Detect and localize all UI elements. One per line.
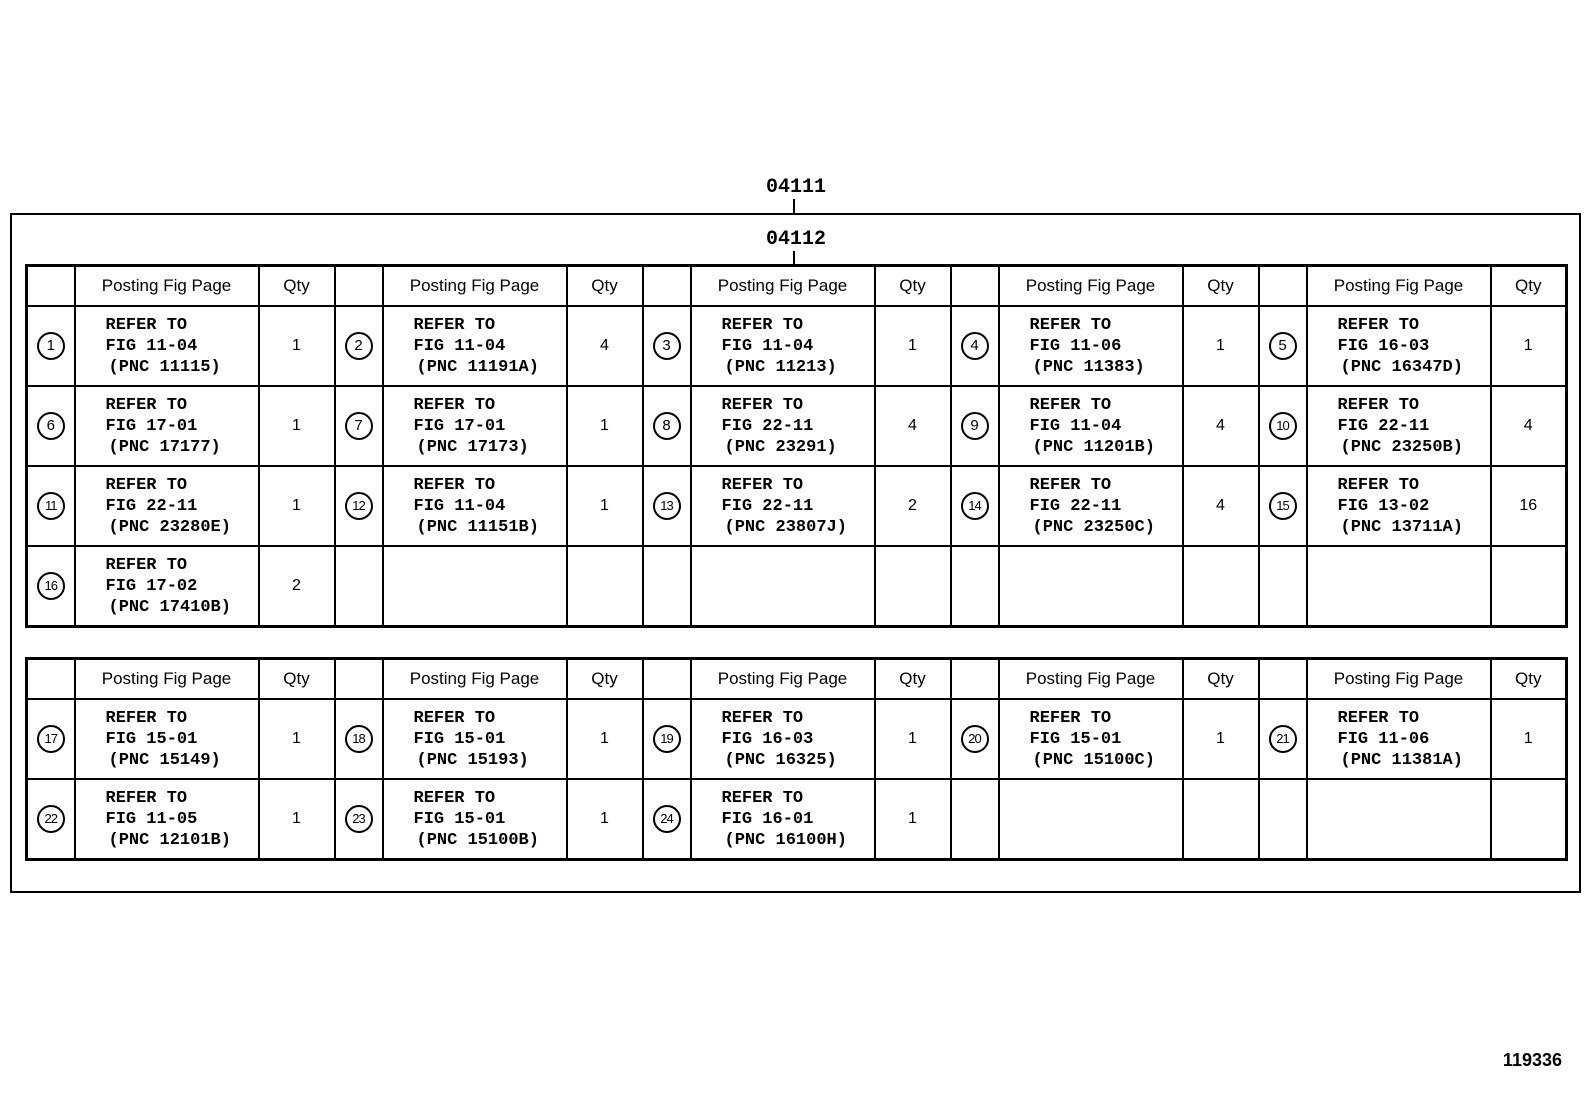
reference-line-l3: (PNC 16100H) — [724, 830, 847, 850]
item-number-circle: 16 — [37, 572, 65, 600]
reference-line-l3: (PNC 17410B) — [108, 597, 231, 617]
qty-value: 2 — [908, 497, 917, 514]
item-number-circle: 22 — [37, 805, 65, 833]
header-posting-fig-page: Posting Fig Page — [999, 659, 1183, 700]
qty-cell — [875, 546, 951, 627]
qty-value: 1 — [908, 810, 917, 827]
reference-line-l2: FIG 11-06 — [1029, 336, 1122, 356]
qty-value: 1 — [292, 730, 301, 747]
item-number-cell — [335, 306, 383, 386]
reference-cell — [75, 779, 259, 860]
reference-line-l1: REFER TO — [1029, 395, 1112, 415]
header-posting-fig-page: Posting Fig Page — [691, 659, 875, 700]
reference-cell — [1307, 306, 1491, 386]
item-number-circle: 18 — [345, 725, 373, 753]
qty-cell — [567, 699, 643, 779]
reference-line-l3: (PNC 15149) — [108, 750, 221, 770]
reference-line-l3: (PNC 15100B) — [416, 830, 539, 850]
header-posting-fig-page: Posting Fig Page — [75, 659, 259, 700]
header-posting-fig-page: Posting Fig Page — [75, 266, 259, 307]
reference-line-l1: REFER TO — [413, 395, 496, 415]
header-qty: Qty — [1183, 659, 1259, 700]
item-number-cell — [27, 306, 75, 386]
header-qty: Qty — [259, 266, 335, 307]
qty-value: 1 — [1523, 730, 1533, 747]
reference-line-l3: (PNC 23807J) — [724, 517, 847, 537]
qty-cell — [1491, 306, 1567, 386]
item-number-cell — [951, 466, 999, 546]
reference-line-l3: (PNC 23250C) — [1032, 517, 1155, 537]
qty-value: 1 — [600, 730, 609, 747]
qty-value: 1 — [600, 497, 609, 514]
reference-cell — [75, 466, 259, 546]
header-qty: Qty — [567, 659, 643, 700]
qty-value: 1 — [1216, 337, 1225, 354]
reference-line-l1: REFER TO — [413, 315, 496, 335]
qty-value: 1 — [908, 730, 917, 747]
item-number-cell — [951, 546, 999, 627]
reference-cell — [1307, 386, 1491, 466]
qty-value: 4 — [908, 417, 917, 434]
reference-cell — [999, 386, 1183, 466]
reference-line-l2: FIG 11-05 — [105, 809, 198, 829]
reference-line-l3: (PNC 16347D) — [1340, 357, 1463, 377]
reference-cell — [75, 306, 259, 386]
item-number-circle: 11 — [37, 492, 65, 520]
item-number-cell — [27, 546, 75, 627]
item-number-circle: 6 — [37, 412, 65, 440]
reference-line-l3: (PNC 23291) — [724, 437, 837, 457]
reference-line-l2: FIG 22-11 — [1337, 416, 1430, 436]
reference-cell — [383, 306, 567, 386]
item-number-circle: 15 — [1269, 492, 1297, 520]
reference-cell — [999, 546, 1183, 627]
reference-line-l2: FIG 22-11 — [721, 416, 814, 436]
item-number-cell — [643, 466, 691, 546]
reference-line-l3: (PNC 15193) — [416, 750, 529, 770]
item-number-cell — [951, 779, 999, 860]
reference-line-l2: FIG 11-04 — [413, 496, 506, 516]
reference-line-l3: (PNC 11191A) — [416, 357, 539, 377]
reference-line-l3: (PNC 11381A) — [1340, 750, 1463, 770]
reference-cell — [1307, 779, 1491, 860]
qty-value: 1 — [292, 337, 301, 354]
reference-cell — [75, 546, 259, 627]
header-num-cell — [1259, 266, 1307, 307]
qty-value: 2 — [292, 577, 301, 594]
reference-line-l2: FIG 22-11 — [1029, 496, 1122, 516]
header-posting-fig-page: Posting Fig Page — [383, 659, 567, 700]
item-number-cell — [335, 466, 383, 546]
reference-cell — [383, 546, 567, 627]
reference-line-l1: REFER TO — [721, 395, 804, 415]
item-number-cell — [951, 699, 999, 779]
reference-line-l1: REFER TO — [721, 315, 804, 335]
qty-cell — [1183, 306, 1259, 386]
reference-cell — [999, 466, 1183, 546]
reference-line-l2: FIG 11-04 — [1029, 416, 1122, 436]
item-number-cell — [1259, 779, 1307, 860]
reference-line-l3: (PNC 11213) — [724, 357, 837, 377]
reference-line-l3: (PNC 17177) — [108, 437, 221, 457]
reference-line-l3: (PNC 11201B) — [1032, 437, 1155, 457]
header-posting-fig-page: Posting Fig Page — [383, 266, 567, 307]
reference-cell — [1307, 546, 1491, 627]
qty-cell — [259, 306, 335, 386]
reference-line-l1: REFER TO — [413, 788, 496, 808]
reference-line-l2: FIG 15-01 — [1029, 729, 1122, 749]
table-row — [27, 779, 1567, 860]
qty-value: 4 — [1523, 417, 1533, 434]
header-qty: Qty — [875, 266, 951, 307]
item-number-cell — [1259, 699, 1307, 779]
qty-cell — [875, 386, 951, 466]
reference-cell — [999, 699, 1183, 779]
qty-cell — [1491, 779, 1567, 860]
qty-cell — [259, 546, 335, 627]
reference-line-l2: FIG 11-04 — [721, 336, 814, 356]
parts-table-1 — [25, 264, 1568, 628]
header-num-cell — [951, 266, 999, 307]
reference-cell — [383, 386, 567, 466]
reference-cell — [383, 779, 567, 860]
item-number-circle: 14 — [961, 492, 989, 520]
header-qty: Qty — [1491, 659, 1567, 700]
reference-line-l2: FIG 15-01 — [413, 809, 506, 829]
item-number-circle: 19 — [653, 725, 681, 753]
reference-line-l1: REFER TO — [721, 708, 804, 728]
reference-line-l2: FIG 13-02 — [1337, 496, 1430, 516]
reference-line-l1: REFER TO — [1337, 315, 1420, 335]
catalog-number: 119336 — [1502, 1050, 1562, 1070]
reference-line-l1: REFER TO — [105, 475, 188, 495]
item-number-circle: 8 — [653, 412, 681, 440]
reference-cell — [999, 779, 1183, 860]
item-number-circle: 21 — [1269, 725, 1297, 753]
reference-line-l1: REFER TO — [105, 395, 188, 415]
reference-line-l2: FIG 11-04 — [413, 336, 506, 356]
reference-cell — [999, 306, 1183, 386]
header-qty: Qty — [1183, 266, 1259, 307]
reference-line-l3: (PNC 17173) — [416, 437, 529, 457]
reference-line-l2: FIG 17-01 — [105, 416, 198, 436]
reference-line-l2: FIG 11-04 — [105, 336, 198, 356]
reference-cell — [1307, 466, 1491, 546]
qty-cell — [567, 546, 643, 627]
item-number-cell — [1259, 466, 1307, 546]
qty-value: 1 — [1216, 730, 1225, 747]
qty-cell — [1491, 546, 1567, 627]
qty-cell — [1183, 699, 1259, 779]
item-number-cell — [335, 699, 383, 779]
header-num-cell — [335, 659, 383, 700]
item-number-cell — [27, 699, 75, 779]
qty-value: 1 — [292, 497, 301, 514]
item-number-circle: 7 — [345, 412, 373, 440]
item-number-cell — [643, 699, 691, 779]
qty-cell — [875, 306, 951, 386]
header-num-cell — [643, 659, 691, 700]
item-number-cell — [335, 779, 383, 860]
reference-line-l2: FIG 11-06 — [1337, 729, 1430, 749]
table-row — [27, 546, 1567, 627]
reference-cell — [383, 466, 567, 546]
item-number-circle: 3 — [653, 332, 681, 360]
reference-line-l3: (PNC 13711A) — [1340, 517, 1463, 537]
header-num-cell — [27, 659, 75, 700]
item-number-cell — [951, 386, 999, 466]
item-number-circle: 4 — [961, 332, 989, 360]
qty-cell — [259, 699, 335, 779]
reference-line-l3: (PNC 12101B) — [108, 830, 231, 850]
item-number-cell — [1259, 306, 1307, 386]
reference-line-l1: REFER TO — [721, 788, 804, 808]
reference-line-l1: REFER TO — [1029, 475, 1112, 495]
header-posting-fig-page: Posting Fig Page — [1307, 659, 1491, 700]
table-row — [27, 699, 1567, 779]
qty-cell — [875, 466, 951, 546]
qty-value: 4 — [600, 337, 609, 354]
reference-line-l1: REFER TO — [1337, 395, 1420, 415]
item-number-circle: 2 — [345, 332, 373, 360]
qty-cell — [1183, 386, 1259, 466]
item-number-circle: 10 — [1269, 412, 1297, 440]
reference-line-l3: (PNC 23250B) — [1340, 437, 1463, 457]
item-number-circle: 9 — [961, 412, 989, 440]
item-number-cell — [643, 306, 691, 386]
qty-cell — [567, 386, 643, 466]
reference-line-l3: (PNC 15100C) — [1032, 750, 1155, 770]
kit-label-outer-leader — [793, 199, 795, 213]
header-posting-fig-page: Posting Fig Page — [1307, 266, 1491, 307]
reference-line-l2: FIG 15-01 — [413, 729, 506, 749]
table-row — [27, 306, 1567, 386]
reference-line-l1: REFER TO — [105, 315, 188, 335]
item-number-circle: 17 — [37, 725, 65, 753]
reference-line-l2: FIG 16-03 — [721, 729, 814, 749]
reference-line-l3: (PNC 23280E) — [108, 517, 231, 537]
item-number-cell — [643, 386, 691, 466]
header-qty: Qty — [259, 659, 335, 700]
header-qty: Qty — [875, 659, 951, 700]
item-number-circle: 1 — [37, 332, 65, 360]
reference-line-l2: FIG 16-01 — [721, 809, 814, 829]
reference-line-l3: (PNC 11151B) — [416, 517, 539, 537]
header-posting-fig-page: Posting Fig Page — [999, 266, 1183, 307]
qty-value: 1 — [292, 810, 301, 827]
reference-line-l1: REFER TO — [413, 475, 496, 495]
reference-cell — [691, 546, 875, 627]
qty-cell — [875, 779, 951, 860]
reference-cell — [691, 779, 875, 860]
reference-line-l1: REFER TO — [1029, 708, 1112, 728]
item-number-circle: 24 — [653, 805, 681, 833]
qty-value: 4 — [1216, 497, 1225, 514]
header-num-cell — [951, 659, 999, 700]
qty-cell — [1183, 779, 1259, 860]
item-number-cell — [335, 386, 383, 466]
reference-line-l3: (PNC 11383) — [1032, 357, 1145, 377]
item-number-circle: 23 — [345, 805, 373, 833]
header-qty: Qty — [567, 266, 643, 307]
kit-label-outer: 04111 — [766, 176, 827, 199]
item-number-cell — [643, 546, 691, 627]
table-header-row — [27, 659, 1567, 700]
reference-cell — [75, 699, 259, 779]
qty-cell — [1491, 466, 1567, 546]
item-number-cell — [643, 779, 691, 860]
reference-cell — [691, 306, 875, 386]
reference-line-l3: (PNC 16325) — [724, 750, 837, 770]
qty-cell — [875, 699, 951, 779]
reference-line-l2: FIG 22-11 — [721, 496, 814, 516]
item-number-cell — [1259, 546, 1307, 627]
qty-cell — [1183, 546, 1259, 627]
reference-line-l2: FIG 15-01 — [105, 729, 198, 749]
reference-cell — [691, 466, 875, 546]
qty-cell — [259, 779, 335, 860]
reference-line-l3: (PNC 11115) — [108, 357, 221, 377]
reference-cell — [1307, 699, 1491, 779]
qty-value: 4 — [1216, 417, 1225, 434]
header-num-cell — [643, 266, 691, 307]
item-number-circle: 5 — [1269, 332, 1297, 360]
reference-cell — [691, 699, 875, 779]
reference-line-l2: FIG 17-01 — [413, 416, 506, 436]
reference-cell — [383, 699, 567, 779]
table-row — [27, 386, 1567, 466]
qty-value: 1 — [1523, 337, 1533, 354]
reference-line-l1: REFER TO — [1337, 708, 1420, 728]
table-header-row — [27, 266, 1567, 307]
header-posting-fig-page: Posting Fig Page — [691, 266, 875, 307]
qty-cell — [1491, 386, 1567, 466]
reference-line-l1: REFER TO — [1337, 475, 1420, 495]
header-num-cell — [27, 266, 75, 307]
qty-cell — [1183, 466, 1259, 546]
reference-line-l1: REFER TO — [105, 708, 188, 728]
item-number-circle: 12 — [345, 492, 373, 520]
kit-label-inner: 04112 — [766, 228, 827, 251]
qty-cell — [1491, 699, 1567, 779]
reference-line-l1: REFER TO — [413, 708, 496, 728]
reference-line-l1: REFER TO — [1029, 315, 1112, 335]
item-number-cell — [27, 466, 75, 546]
reference-line-l2: FIG 22-11 — [105, 496, 198, 516]
item-number-cell — [27, 779, 75, 860]
kit-label-inner-leader — [793, 251, 795, 265]
reference-line-l1: REFER TO — [105, 788, 188, 808]
qty-cell — [567, 466, 643, 546]
reference-line-l2: FIG 16-03 — [1337, 336, 1430, 356]
qty-cell — [259, 386, 335, 466]
parts-table-2 — [25, 657, 1568, 861]
qty-value: 1 — [600, 810, 609, 827]
reference-line-l1: REFER TO — [721, 475, 804, 495]
header-num-cell — [335, 266, 383, 307]
reference-cell — [75, 386, 259, 466]
qty-value: 1 — [292, 417, 301, 434]
item-number-cell — [335, 546, 383, 627]
item-number-cell — [27, 386, 75, 466]
header-num-cell — [1259, 659, 1307, 700]
reference-cell — [691, 386, 875, 466]
qty-cell — [567, 306, 643, 386]
qty-value: 16 — [1519, 497, 1538, 514]
reference-line-l1: REFER TO — [105, 555, 188, 575]
qty-cell — [259, 466, 335, 546]
qty-value: 1 — [600, 417, 609, 434]
qty-value: 1 — [908, 337, 917, 354]
header-qty: Qty — [1491, 266, 1567, 307]
item-number-circle: 13 — [653, 492, 681, 520]
item-number-cell — [951, 306, 999, 386]
item-number-cell — [1259, 386, 1307, 466]
qty-cell — [567, 779, 643, 860]
reference-line-l2: FIG 17-02 — [105, 576, 198, 596]
table-row — [27, 466, 1567, 546]
item-number-circle: 20 — [961, 725, 989, 753]
